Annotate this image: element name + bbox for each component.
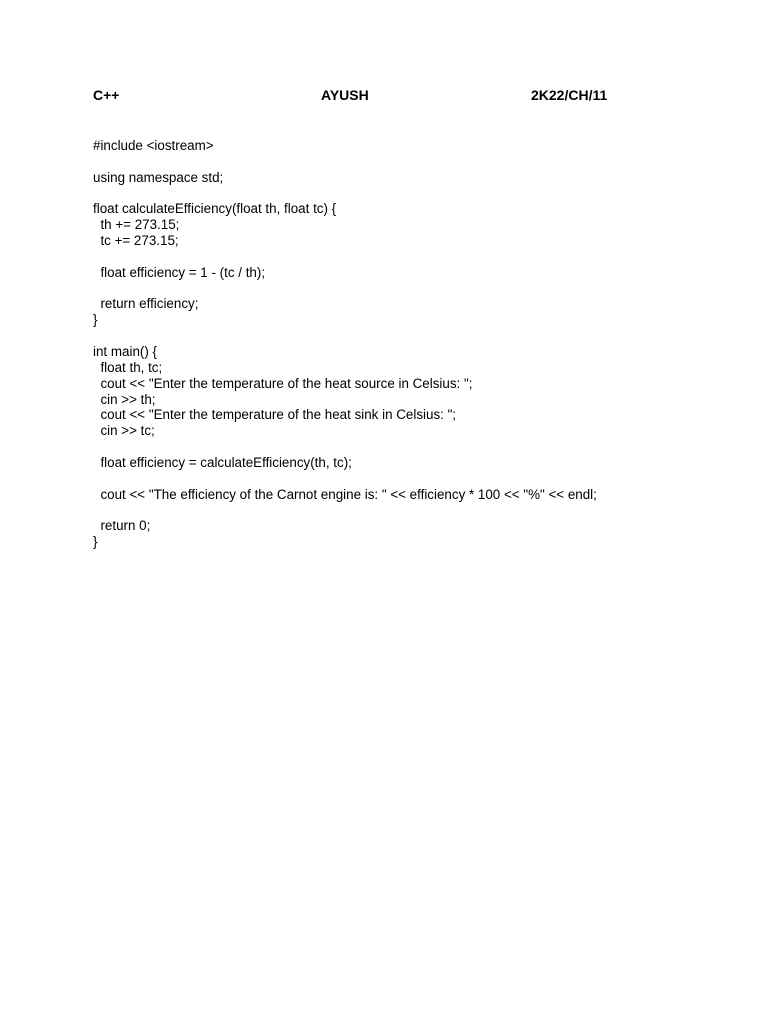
code-line	[93, 154, 753, 170]
code-line: tc += 273.15;	[93, 233, 179, 249]
code-listing	[93, 138, 753, 550]
code-line: int main() {	[93, 343, 157, 359]
code-line: float th, tc;	[93, 359, 163, 375]
code-line: cin >> tc;	[93, 423, 155, 439]
code-line: return efficiency;	[93, 296, 199, 312]
code-line: th += 273.15;	[93, 217, 180, 233]
code-line	[93, 328, 753, 344]
code-line: cin >> th;	[93, 391, 156, 407]
code-line	[93, 439, 753, 455]
code-line	[93, 471, 753, 487]
code-line	[93, 502, 753, 518]
code-line	[93, 186, 753, 202]
code-line: cout << "Enter the temperature of the heat source in Celsius: ";	[93, 375, 473, 391]
header-roll-number: 2K22/CH/11	[531, 87, 608, 103]
code-line	[93, 249, 753, 265]
code-line: }	[93, 534, 98, 550]
header-author: AYUSH	[321, 87, 369, 103]
page-header	[0, 87, 768, 107]
code-line: float calculateEfficiency(float th, float tc) {	[93, 201, 337, 217]
code-line: using namespace std;	[93, 169, 224, 185]
code-line: float efficiency = calculateEfficiency(th, tc);	[93, 454, 352, 470]
code-line: #include <iostream>	[93, 138, 214, 153]
header-language: C++	[93, 87, 120, 103]
code-line	[93, 281, 753, 297]
code-line: cout << "Enter the temperature of the heat sink in Celsius: ";	[93, 407, 457, 423]
code-line: return 0;	[93, 518, 151, 534]
code-line: cout << "The efficiency of the Carnot engine is: " << efficiency * 100 << "%" << endl;	[93, 486, 597, 502]
code-line: }	[93, 312, 98, 328]
code-line: float efficiency = 1 - (tc / th);	[93, 264, 266, 280]
